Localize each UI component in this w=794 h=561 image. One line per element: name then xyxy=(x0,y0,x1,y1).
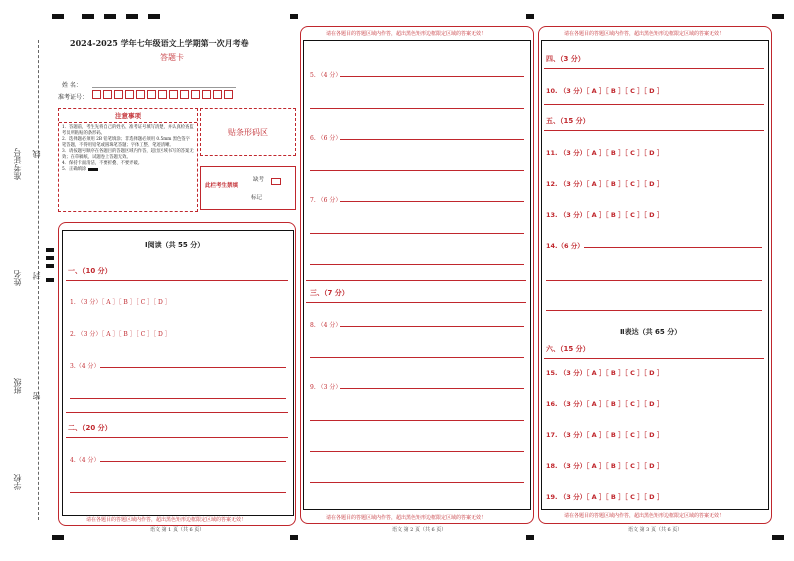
answer-line[interactable] xyxy=(310,482,524,483)
name-label: 姓 名： xyxy=(62,82,82,89)
page2-footer: 语文 第 2 页（共 6 页） xyxy=(392,527,447,533)
divider xyxy=(306,302,526,303)
question-18[interactable]: 18. （3 分）［ A ］［ B ］［ C ］［ D ］ xyxy=(546,462,664,470)
registration-mark xyxy=(46,264,54,268)
side-label-class: 班级 xyxy=(13,378,22,394)
answer-line[interactable] xyxy=(100,461,286,462)
page1-warning: 请在各题目的答题区域内作答，超出黑色矩形边框限定区域的答案无效！ xyxy=(86,517,247,523)
question-15[interactable]: 15. （3 分）［ A ］［ B ］［ C ］［ D ］ xyxy=(546,369,664,377)
absent-mark-label: 缺考 xyxy=(253,177,265,183)
question-1[interactable]: 1. （3 分）［ A ］［ B ］［ C ］［ D ］ xyxy=(70,299,171,306)
divider xyxy=(306,280,526,281)
registration-mark xyxy=(526,14,534,19)
registration-mark xyxy=(52,14,64,19)
filled-sample xyxy=(88,168,98,171)
question-12[interactable]: 12. （3 分）［ A ］［ B ］［ C ］［ D ］ xyxy=(546,180,664,188)
answer-line[interactable] xyxy=(340,201,524,202)
registration-mark xyxy=(772,14,784,19)
divider xyxy=(66,412,288,413)
question-14: 14.（6 分） xyxy=(546,242,584,250)
question-17[interactable]: 17. （3 分）［ A ］［ B ］［ C ］［ D ］ xyxy=(546,431,664,439)
answer-line[interactable] xyxy=(584,247,762,248)
page2-inner-box xyxy=(303,40,531,510)
answer-line[interactable] xyxy=(340,139,524,140)
absent-label: 此栏考生禁填 xyxy=(205,183,239,189)
answer-line[interactable] xyxy=(310,108,524,109)
side-label-seal-seal: 封 xyxy=(32,272,41,280)
divider xyxy=(66,437,288,438)
question-16[interactable]: 16. （3 分）［ A ］［ B ］［ C ］［ D ］ xyxy=(546,400,664,408)
answer-line[interactable] xyxy=(100,367,286,368)
section-5-title: 五、（15 分） xyxy=(546,117,590,125)
answer-line[interactable] xyxy=(340,326,524,327)
absent-checkbox[interactable] xyxy=(271,178,281,185)
registration-mark xyxy=(148,14,160,19)
question-2[interactable]: 2. （3 分）［ A ］［ B ］［ C ］［ D ］ xyxy=(70,331,171,338)
answer-line[interactable] xyxy=(70,398,286,399)
divider xyxy=(66,280,288,281)
part1-title: Ⅰ阅读（共 55 分） xyxy=(145,241,205,249)
registration-mark xyxy=(290,14,298,19)
question-3: 3.（4 分） xyxy=(70,363,100,370)
side-label-seal-dense: 密 xyxy=(32,392,41,400)
notice-item: 5．正确填涂 xyxy=(62,167,87,172)
section-3-title: 三、（7 分） xyxy=(310,289,349,297)
side-label-exam-id: 准考证号 xyxy=(13,148,22,180)
registration-mark xyxy=(46,248,54,252)
page-subtitle: 答题卡 xyxy=(160,53,184,62)
section-2-title: 二、（20 分） xyxy=(68,424,112,432)
page2-warning-top: 请在各题目的答题区域内作答，超出黑色矩形边框限定区域的答案无效！ xyxy=(326,31,487,37)
registration-mark xyxy=(46,256,54,260)
question-13[interactable]: 13. （3 分）［ A ］［ B ］［ C ］［ D ］ xyxy=(546,211,664,219)
binding-line xyxy=(38,40,39,520)
question-9: 9. （3 分） xyxy=(310,384,342,391)
section-1-title: 一、（10 分） xyxy=(68,267,112,275)
registration-mark xyxy=(82,14,94,19)
section-4-title: 四、（3 分） xyxy=(546,55,585,63)
barcode-label: 贴条形码区 xyxy=(228,127,268,137)
page2-warning-bottom: 请在各题目的答题区域内作答，超出黑色矩形边框限定区域的答案无效！ xyxy=(326,515,487,521)
question-10[interactable]: 10. （3 分）［ A ］［ B ］［ C ］［ D ］ xyxy=(546,87,664,95)
page1-footer: 语文 第 1 页（共 6 页） xyxy=(150,527,205,533)
answer-line[interactable] xyxy=(546,310,762,311)
registration-mark xyxy=(772,535,784,540)
exam-id-label: 准考证号： xyxy=(58,94,89,101)
name-field[interactable] xyxy=(92,87,236,88)
divider xyxy=(544,130,764,131)
answer-line[interactable] xyxy=(310,264,524,265)
answer-line[interactable] xyxy=(310,357,524,358)
notice-box xyxy=(58,108,198,212)
question-4: 4.（4 分） xyxy=(70,457,100,464)
side-label-school: 学校 xyxy=(13,474,22,490)
registration-mark xyxy=(104,14,116,19)
section-6-title: 六、（15 分） xyxy=(546,345,590,353)
answer-line[interactable] xyxy=(546,280,762,281)
absent-mark-label2: 标记 xyxy=(251,195,263,201)
question-7: 7. （6 分） xyxy=(310,197,342,204)
side-label-seal-line: 线 xyxy=(32,150,41,158)
absent-box xyxy=(200,166,296,210)
page-title: 2024-2025 学年七年级语文上学期第一次月考卷 xyxy=(70,38,249,48)
divider xyxy=(544,104,764,105)
question-19[interactable]: 19. （3 分）［ A ］［ B ］［ C ］［ D ］ xyxy=(546,493,664,501)
side-label-name: 姓名 xyxy=(13,270,22,286)
answer-line[interactable] xyxy=(310,420,524,421)
barcode-area xyxy=(200,108,296,156)
registration-mark xyxy=(52,535,64,540)
notice-item: 4．保持卡面清洁，不要折叠、不要弄破。 xyxy=(62,161,143,166)
answer-line[interactable] xyxy=(340,388,524,389)
answer-line[interactable] xyxy=(70,492,286,493)
registration-mark xyxy=(526,535,534,540)
page3-warning-bottom: 请在各题目的答题区域内作答，超出黑色矩形边框限定区域的答案无效！ xyxy=(564,513,725,519)
registration-mark xyxy=(126,14,138,19)
divider xyxy=(544,68,764,69)
answer-line[interactable] xyxy=(310,233,524,234)
registration-mark xyxy=(46,278,54,282)
notice-item: 3．请按题号顺序在各题目的答题区域内作答，超出区域书写的答案无效；在草稿纸、试题卷上答题无效。 xyxy=(62,149,194,160)
page3-inner-box xyxy=(541,40,769,510)
notice-item: 2．选择题必须用 2B 铅笔填涂；非选择题必须用 0.5mm 黑色签字笔答题，不得用铅笔或圆珠笔答题；字体工整、笔迹清晰。 xyxy=(62,137,190,148)
notice-title: 注意事项 xyxy=(59,111,197,123)
notice-item: 1．答题前，考生先将自己的姓名、准考证号填写清楚，并认真检查监考员所粘贴的条形码。 xyxy=(62,125,194,136)
answer-line[interactable] xyxy=(310,170,524,171)
answer-line[interactable] xyxy=(340,76,524,77)
question-8: 8. （4 分） xyxy=(310,322,342,329)
page3-warning-top: 请在各题目的答题区域内作答，超出黑色矩形边框限定区域的答案无效！ xyxy=(564,31,725,37)
question-5: 5. （4 分） xyxy=(310,72,342,79)
part2-title: Ⅱ表达（共 65 分） xyxy=(620,328,682,336)
page3-footer: 语文 第 3 页（共 6 页） xyxy=(628,527,683,533)
answer-line[interactable] xyxy=(310,451,524,452)
divider xyxy=(544,358,764,359)
registration-mark xyxy=(290,535,298,540)
question-6: 6. （6 分） xyxy=(310,135,342,142)
question-11[interactable]: 11. （3 分）［ A ］［ B ］［ C ］［ D ］ xyxy=(546,149,664,157)
exam-id-boxes[interactable] xyxy=(92,90,235,99)
